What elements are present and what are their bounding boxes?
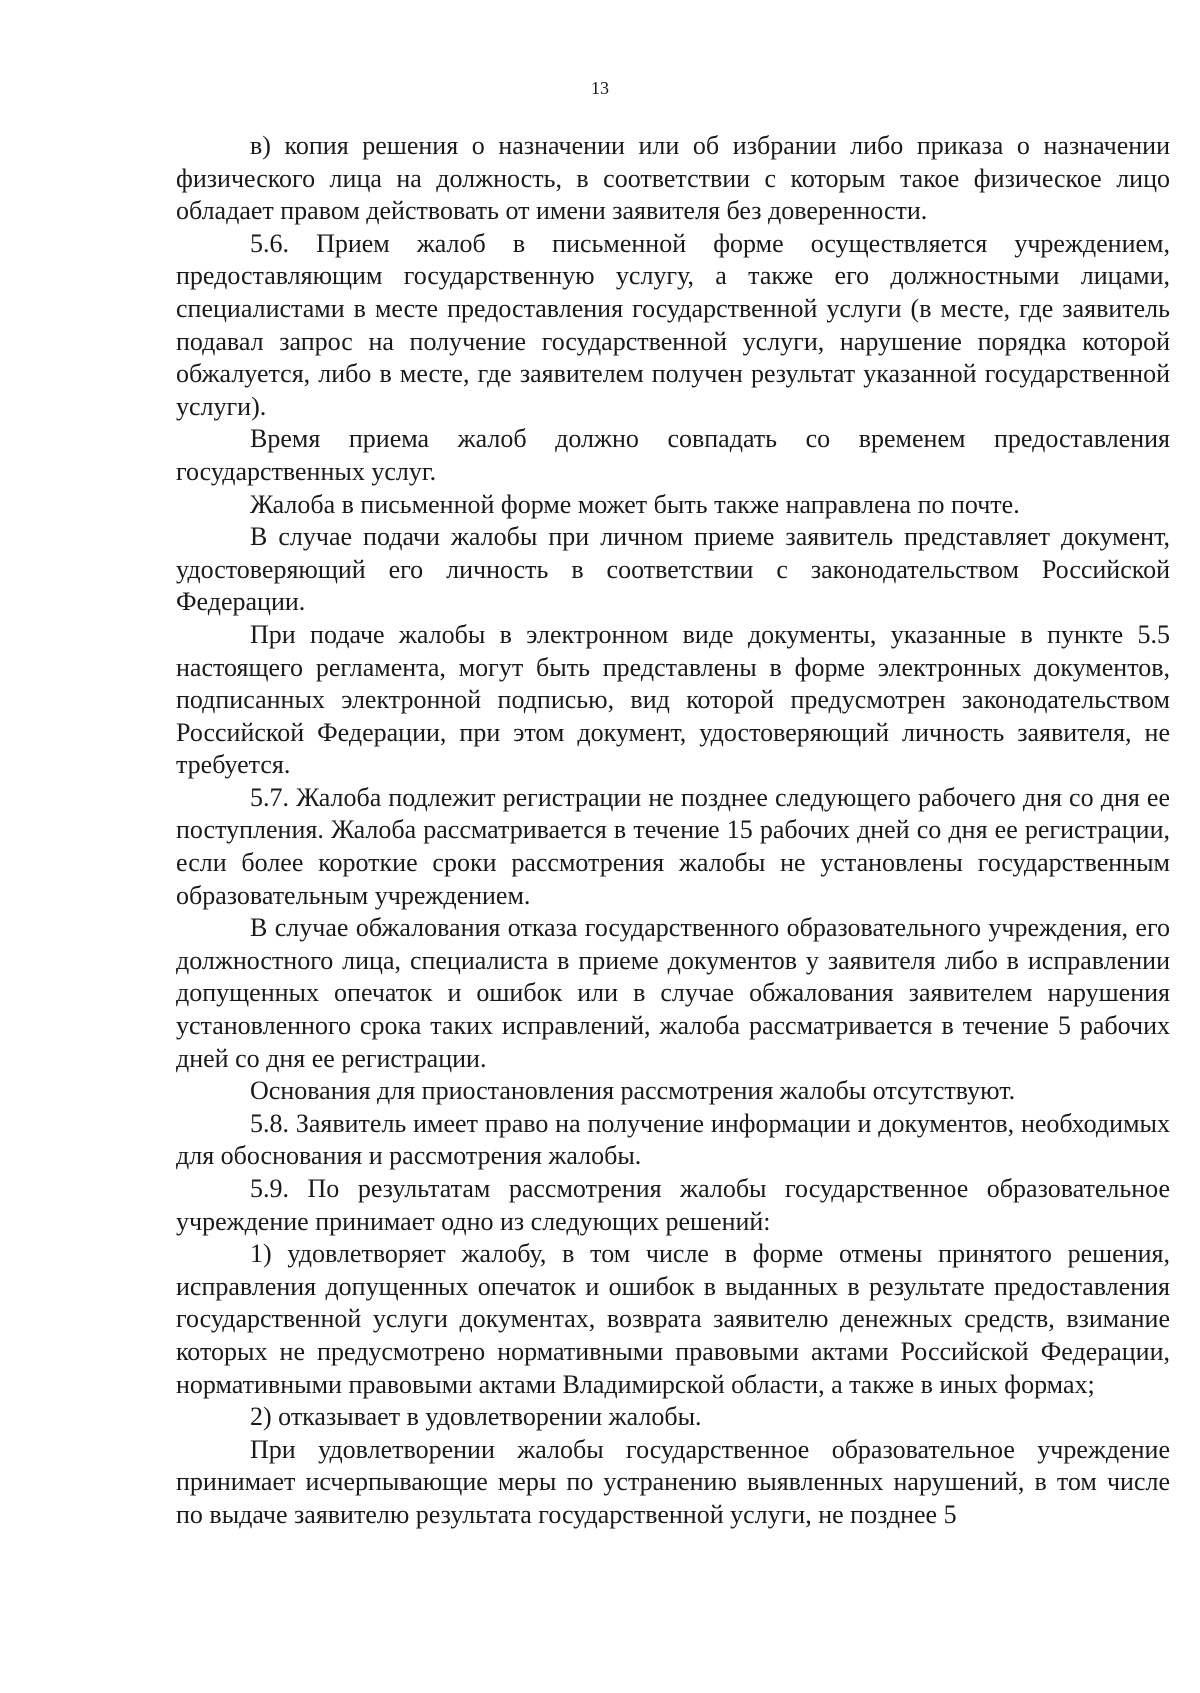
paragraph-5-9-decisions: 5.9. По результатам рассмотрения жалобы государственное образовательное учреждение принимает одно из следующих решений: — [176, 1174, 1170, 1236]
paragraph-decision-1-satisfy: 1) удовлетворяет жалобу, в том числе в форме отмены принятого решения, исправления допущенных опечаток и ошибок в выданных в результате предоставления государственной услуги документах, возврата заявителю денежных средств, взимание которых не предусмотрено нормативными правовыми актами Российской Федерации, нормативными правовыми актами Владимирской области, а также в иных формах; — [176, 1239, 1170, 1399]
paragraph-satisfaction-measures: При удовлетворении жалобы государственное образовательное учреждение принимает исчерпывающие меры по устранению выявленных нарушений, в том числе по выдаче заявителю результата государственной услуги, не позднее 5 — [176, 1434, 1170, 1529]
paragraph-by-mail: Жалоба в письменной форме может быть также направлена по почте. — [250, 489, 1020, 519]
page-number: 13 — [591, 78, 609, 98]
paragraph-5-8-right-to-info: 5.8. Заявитель имеет право на получение информации и документов, необходимых для обоснования и рассмотрения жалобы. — [176, 1108, 1170, 1171]
paragraph-electronic-submission: При подаче жалобы в электронном виде документы, указанные в пункте 5.5 настоящего регламента, могут быть представлены в форме электронных документов, подписанных электронной подписью, вид которой предусмотрен законодательством Российской Федерации, при этом документ, удостоверяющий личность заявителя, не требуется. — [176, 619, 1170, 780]
paragraph-3v-power-of-attorney: в) копия решения о назначении или об избрании либо приказа о назначении физического лица на должность, в соответствии с которым такое физическое лицо обладает правом действовать от имени заявителя без доверенности. — [176, 131, 1170, 226]
paragraph-5-7-registration: 5.7. Жалоба подлежит регистрации не позднее следующего рабочего дня со дня ее поступления. Жалоба рассматривается в течение 15 рабочих дней со дня ее регистрации, если более короткие сроки рассмотрения жалобы не установлены государственным образовательным учреждением. — [176, 782, 1170, 910]
paragraph-appeal-refusal: В случае обжалования отказа государственного образовательного учреждения, его должностного лица, специалиста в приеме документов у заявителя либо в исправлении допущенных опечаток и ошибок или в случае обжалования заявителем нарушения установленного срока таких исправлений, жалоба рассматривается в течение 5 рабочих дней со дня ее регистрации. — [176, 913, 1170, 1073]
paragraph-no-suspension: Основания для приостановления рассмотрения жалобы отсутствуют. — [250, 1076, 1016, 1106]
paragraph-reception-time: Время приема жалоб должно совпадать со временем предоставления государственных услуг. — [176, 424, 1170, 486]
paragraph-5-6-written-complaints: 5.6. Прием жалоб в письменной форме осуществляется учреждением, предоставляющим государственную услугу, а также его должностными лицами, специалистами в месте предоставления государственной услуги (в месте, где заявитель подавал запрос на получение государственной услуги, нарушение порядка которой обжалуется, либо в месте, где заявителем получен результат указанной государственной услуги). — [176, 228, 1170, 421]
document-body — [176, 130, 1170, 1532]
paragraph-decision-2-refuse: 2) отказывает в удовлетворении жалобы. — [250, 1402, 702, 1432]
paragraph-personal-reception: В случае подачи жалобы при личном приеме заявитель представляет документ, удостоверяющий его личность в соответствии с законодательством Российской Федерации. — [176, 522, 1170, 617]
